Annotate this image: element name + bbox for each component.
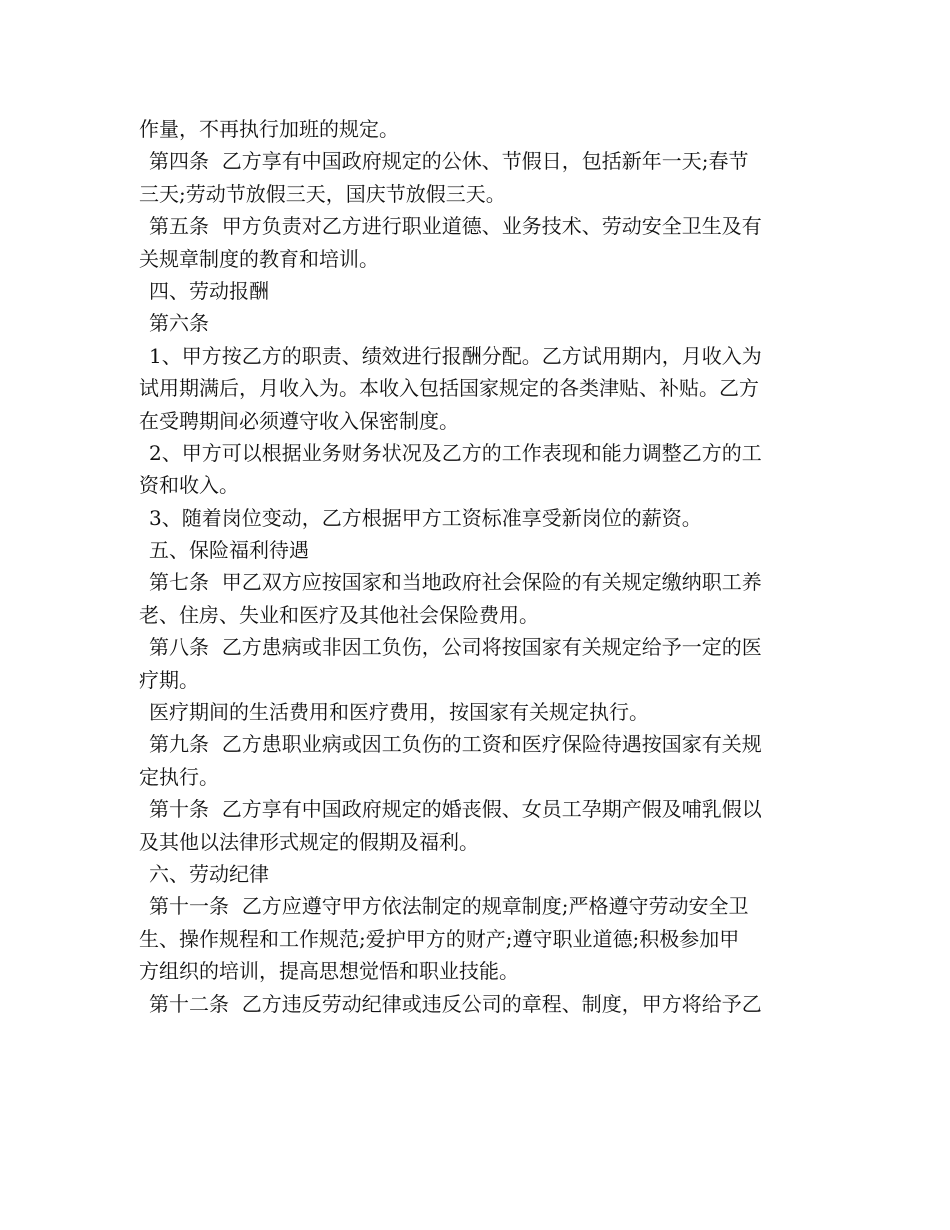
text-line: 第十一条 乙方应遵守甲方依法制定的规章制度;严格遵守劳动安全卫 bbox=[149, 894, 749, 919]
text-line: 第十二条 乙方违反劳动纪律或违反公司的章程、制度，甲方将给予乙 bbox=[149, 991, 762, 1016]
text-line: 资和收入。 bbox=[139, 473, 239, 498]
text-line: 第七条 甲乙双方应按国家和当地政府社会保险的有关规定缴纳职工养 bbox=[149, 570, 762, 595]
text-line: 第六条 bbox=[149, 311, 209, 336]
text-line: 医疗期间的生活费用和医疗费用，按国家有关规定执行。 bbox=[149, 700, 649, 725]
text-line: 生、操作规程和工作规范;爱护甲方的财产;遵守职业道德;积极参加甲 bbox=[139, 926, 740, 951]
text-line: 第十条 乙方享有中国政府规定的婚丧假、女员工孕期产假及哺乳假以 bbox=[149, 797, 762, 822]
text-line: 第九条 乙方患职业病或因工负伤的工资和医疗保险待遇按国家有关规 bbox=[149, 732, 762, 757]
section-heading: 六、劳动纪律 bbox=[149, 861, 269, 886]
text-line: 及其他以法律形式规定的假期及福利。 bbox=[139, 829, 479, 854]
text-line: 在受聘期间必须遵守收入保密制度。 bbox=[139, 408, 459, 433]
text-line: 定执行。 bbox=[139, 764, 219, 789]
text-line: 关规章制度的教育和培训。 bbox=[139, 246, 379, 271]
section-heading: 五、保险福利待遇 bbox=[149, 538, 309, 563]
text-line: 第五条 甲方负责对乙方进行职业道德、业务技术、劳动安全卫生及有 bbox=[149, 214, 762, 239]
text-line: 三天;劳动节放假三天，国庆节放假三天。 bbox=[139, 181, 506, 206]
text-line: 方组织的培训，提高思想觉悟和职业技能。 bbox=[139, 959, 519, 984]
document-body bbox=[139, 113, 819, 1020]
text-line: 第四条 乙方享有中国政府规定的公休、节假日，包括新年一天;春节 bbox=[149, 149, 749, 174]
text-line: 3、随着岗位变动，乙方根据甲方工资标准享受新岗位的薪资。 bbox=[149, 505, 702, 530]
text-line: 第八条 乙方患病或非因工负伤，公司将按国家有关规定给予一定的医 bbox=[149, 635, 762, 660]
text-line: 疗期。 bbox=[139, 667, 199, 692]
text-line: 作量，不再执行加班的规定。 bbox=[139, 117, 399, 141]
text-line: 1、甲方按乙方的职责、绩效进行报酬分配。乙方试用期内，月收入为 bbox=[149, 343, 762, 368]
section-heading: 四、劳动报酬 bbox=[149, 278, 269, 303]
text-line: 2、甲方可以根据业务财务状况及乙方的工作表现和能力调整乙方的工 bbox=[149, 440, 762, 465]
text-line: 老、住房、失业和医疗及其他社会保险费用。 bbox=[139, 602, 539, 627]
text-line: 试用期满后，月收入为。本收入包括国家规定的各类津贴、补贴。乙方 bbox=[139, 376, 759, 401]
